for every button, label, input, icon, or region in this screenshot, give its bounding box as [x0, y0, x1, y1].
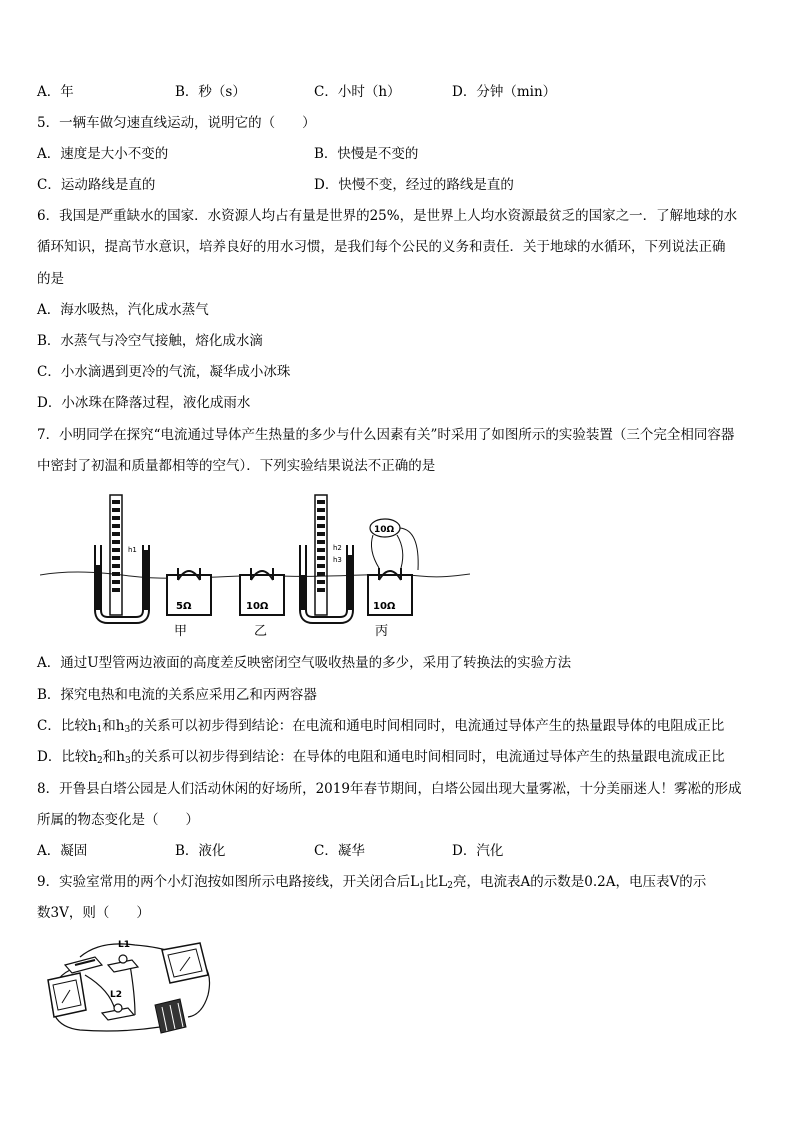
resistor-1-label: 5Ω: [176, 601, 192, 612]
q5-option-d: D．快慢不变，经过的路线是直的: [314, 177, 514, 193]
q7-stem-line1: 7．小明同学在探究“电流通过导体产生热量的多少与什么因素有关”时采用了如图所示的实验装置（三个完全相同容器: [37, 427, 735, 443]
container-1: [167, 568, 211, 615]
q9-stem-line2: 数3V，则（ ）: [37, 905, 150, 921]
q9-stem-post: 亮，电流表A的示数是0.2A，电压表V的示: [453, 874, 707, 890]
voltmeter-icon: [162, 943, 208, 983]
container-2: [240, 568, 284, 615]
q7-option-c-sub2: 3: [124, 725, 131, 735]
q8-stem-line1: 8．开鲁县白塔公园是人们活动休闲的好场所，2019年春节期间，白塔公园出现大量雾凇，十分美丽迷人！雾凇的形成: [37, 781, 742, 797]
label-l2: L2: [110, 990, 122, 1000]
label-h2: h2: [333, 544, 342, 552]
q5-option-b: B．快慢是不变的: [314, 146, 419, 162]
u-tube-1: [96, 495, 148, 620]
battery-icon: [155, 999, 186, 1033]
q7-option-d: [37, 748, 725, 770]
q7-option-c-post: 的关系可以初步得到结论：在电流和通电时间相同时，电流通过导体产生的热量跟导体的电阻成正比: [130, 718, 725, 734]
resistor-3-label: 10Ω: [373, 601, 396, 612]
q9-sub1: 1: [419, 881, 425, 891]
bulb-l2-icon: [102, 1004, 134, 1020]
q8-option-c: C．凝华: [314, 843, 365, 859]
q7-experiment-figure: [40, 490, 470, 650]
switch-icon: [65, 957, 102, 973]
q7-option-d-pre: D．比较h: [37, 749, 98, 765]
q8-stem-line2: 所属的物态变化是（ ）: [37, 812, 199, 828]
q6-stem-line3: 的是: [37, 271, 64, 287]
container-3: [368, 519, 418, 615]
q5-option-a: A．速度是大小不变的: [37, 146, 169, 162]
label-h3: h3: [333, 556, 342, 564]
q7-option-c-mid: 和h: [102, 718, 125, 734]
q8-option-d: D．汽化: [452, 843, 504, 859]
q6-option-b: B．水蒸气与冷空气接触，熔化成水滴: [37, 333, 263, 349]
q9-stem-pre: 9．实验室常用的两个小灯泡按如图所示电路接线，开关闭合后L: [37, 874, 420, 890]
q9-stem-line1: [37, 873, 706, 895]
q7-option-d-post: 的关系可以初步得到结论：在导体的电阻和通电时间相同时，电流通过导体产生的热量跟电流成正比: [130, 749, 725, 765]
q7-option-d-mid: 和h: [102, 749, 125, 765]
label-h1: h1: [128, 546, 137, 554]
q8-option-a: A．凝固: [37, 843, 88, 859]
q5-stem: 5．一辆车做匀速直线运动，说明它的（ ）: [37, 115, 316, 131]
label-yi: 乙: [254, 624, 268, 639]
q4-option-d: D．分钟（min）: [452, 84, 557, 100]
q9-circuit-figure: [40, 935, 215, 1035]
q7-stem-line2: 中密封了初温和质量都相等的空气）．下列实验结果说法不正确的是: [37, 458, 436, 474]
bulb-l1-icon: [108, 955, 138, 972]
label-jia: 甲: [174, 624, 188, 639]
q7-option-a: A．通过U型管两边液面的高度差反映密闭空气吸收热量的多少，采用了转换法的实验方法: [37, 655, 572, 671]
q6-option-d: D．小冰珠在降落过程，液化成雨水: [37, 395, 251, 411]
q9-sub2: 2: [447, 881, 453, 891]
q9-stem-mid: 比L: [424, 874, 448, 890]
q6-option-c: C．小水滴遇到更冷的气流，凝华成小冰珠: [37, 364, 291, 380]
q5-option-c: C．运动路线是直的: [37, 177, 156, 193]
q7-option-d-sub2: 3: [124, 756, 131, 766]
q4-option-c: C．小时（h）: [314, 84, 401, 100]
q4-option-a: A．年: [37, 84, 74, 100]
q8-option-b: B．液化: [175, 843, 226, 859]
external-resistor-label: 10Ω: [374, 525, 395, 535]
q7-option-c: [37, 717, 724, 739]
q7-option-c-sub1: 1: [96, 725, 103, 735]
resistor-2-label: 10Ω: [246, 601, 269, 612]
label-l1: L1: [118, 940, 130, 950]
q7-option-d-sub1: 2: [97, 756, 103, 766]
q7-option-c-pre: C．比较h: [37, 718, 97, 734]
q6-stem-line1: 6．我国是严重缺水的国家．水资源人均占有量是世界的25%，是世界上人均水资源最贫乏的国家之一．了解地球的水: [37, 208, 738, 224]
q6-stem-line2: 循环知识，提高节水意识，培养良好的用水习惯，是我们每个公民的义务和责任．关于地球的水循环，下列说法正确: [37, 239, 726, 255]
q6-option-a: A．海水吸热，汽化成水蒸气: [37, 302, 209, 318]
ammeter-icon: [48, 973, 86, 1017]
u-tube-2: [301, 495, 352, 620]
label-bing: 丙: [375, 624, 389, 639]
q4-option-b: B．秒（s）: [175, 84, 246, 100]
q7-option-b: B．探究电热和电流的关系应采用乙和丙两容器: [37, 687, 317, 703]
